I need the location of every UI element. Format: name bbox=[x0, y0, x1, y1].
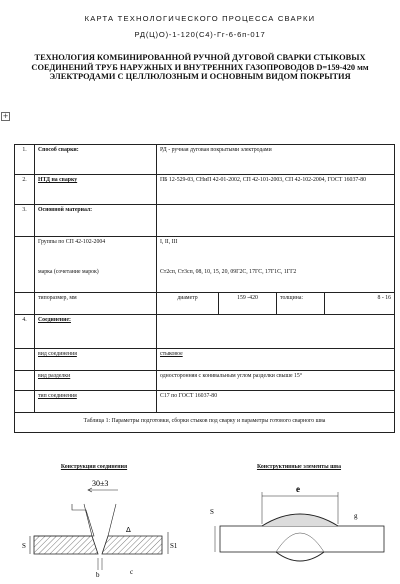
s-label-right: S bbox=[210, 508, 214, 516]
table-row bbox=[15, 237, 395, 293]
grades-label: марка (сочетание марок) bbox=[38, 269, 99, 275]
bevel-value: односторонняя с конивальным углом разделки свыше 15° bbox=[157, 371, 395, 391]
connection-type-label: вид соединения bbox=[35, 349, 157, 371]
table-caption: Таблица 1: Параметры подготовки, сборки стыков под сварку и параметры готового сварного шва bbox=[15, 413, 395, 433]
left-figure-title: Конструкция соединения bbox=[60, 464, 128, 470]
b-label: b bbox=[96, 571, 100, 579]
e-label: e bbox=[296, 484, 300, 494]
row-label: Способ сварки: bbox=[35, 145, 157, 175]
table-row bbox=[15, 145, 395, 175]
diameter-value: 159 -420 bbox=[219, 293, 277, 315]
table-row bbox=[15, 391, 395, 413]
row-number: 1. bbox=[15, 145, 35, 175]
table-row bbox=[15, 315, 395, 349]
thickness-value: 8 - 16 bbox=[325, 293, 395, 315]
c-label: c bbox=[130, 568, 134, 576]
row-value: ПБ 12-529-03, СНиП 42-01-2002, СП 42-101-2003, СП 42-102-2004, ГОСТ 16037-80 bbox=[157, 175, 395, 205]
thickness-label: толщина: bbox=[277, 293, 325, 315]
row-label: НТД на сварку bbox=[35, 175, 157, 205]
row-number: 3. bbox=[15, 205, 35, 237]
card-header-title: КАРТА ТЕХНОЛОГИЧЕСКОГО ПРОЦЕССА СВАРКИ bbox=[84, 14, 316, 23]
table-row bbox=[15, 413, 395, 433]
groups-value: I, II, III bbox=[160, 239, 178, 245]
dims-label: типоразмер, мм bbox=[35, 293, 157, 315]
joint-type-label: тип соединения bbox=[35, 391, 157, 413]
bevel-label: вид разделки bbox=[35, 371, 157, 391]
table-move-handle-icon[interactable]: + bbox=[2, 112, 9, 120]
table-row bbox=[15, 205, 395, 237]
row-number: 2. bbox=[15, 175, 35, 205]
connection-type-value: стыковое bbox=[157, 349, 395, 371]
row-number: 4. bbox=[15, 315, 35, 349]
document-code: РД(Ц)О)-1-120(С4)-Гг-6-6п-017 bbox=[134, 30, 266, 39]
right-figure-title: Конструктивные элементы шва bbox=[256, 464, 342, 470]
figures-area bbox=[14, 464, 394, 580]
process-table bbox=[14, 144, 395, 433]
weld-elements-diagram bbox=[212, 474, 392, 578]
joint-construction-diagram bbox=[22, 474, 182, 578]
delta-label: Δ bbox=[126, 526, 131, 534]
g-label: g bbox=[354, 512, 358, 520]
diameter-label: диаметр bbox=[157, 293, 219, 315]
s1-label: S1 bbox=[170, 542, 178, 550]
groups-label: Группы по СП 42-102-2004 bbox=[38, 239, 106, 245]
row-label: Соединение: bbox=[35, 315, 157, 349]
table-row bbox=[15, 175, 395, 205]
joint-type-value: С17 по ГОСТ 16037-80 bbox=[157, 391, 395, 413]
grades-value: Ст2сп, Ст3сп, 08, 10, 15, 20, 09Г2С, 17ГС, 17Г1С, 1ГГ2 bbox=[160, 269, 297, 275]
row-label: Основной материал: bbox=[35, 205, 157, 237]
s-label: S bbox=[22, 542, 26, 550]
row-value bbox=[157, 205, 395, 237]
table-row bbox=[15, 349, 395, 371]
angle-label: 30±3 bbox=[92, 479, 109, 488]
table-row bbox=[15, 293, 395, 315]
document-title: ТЕХНОЛОГИЯ КОМБИНИРОВАННОЙ РУЧНОЙ ДУГОВОЙ СВАРКИ СТЫКОВЫХ СОЕДИНЕНИЙ ТРУБ НАРУЖНЫХ И ВНУТРЕННИХ ГАЗОПРОВОДОВ D=159-420 мм ЭЛЕКТРОДАМИ С ЦЕЛЛЮЛОЗНЫМ И ОСНОВНЫМ ВИДОМ ПОКРЫТИЯ bbox=[31, 53, 369, 82]
row-value: РД - ручная дуговая покрытыми электродами bbox=[157, 145, 395, 175]
table-row bbox=[15, 371, 395, 391]
